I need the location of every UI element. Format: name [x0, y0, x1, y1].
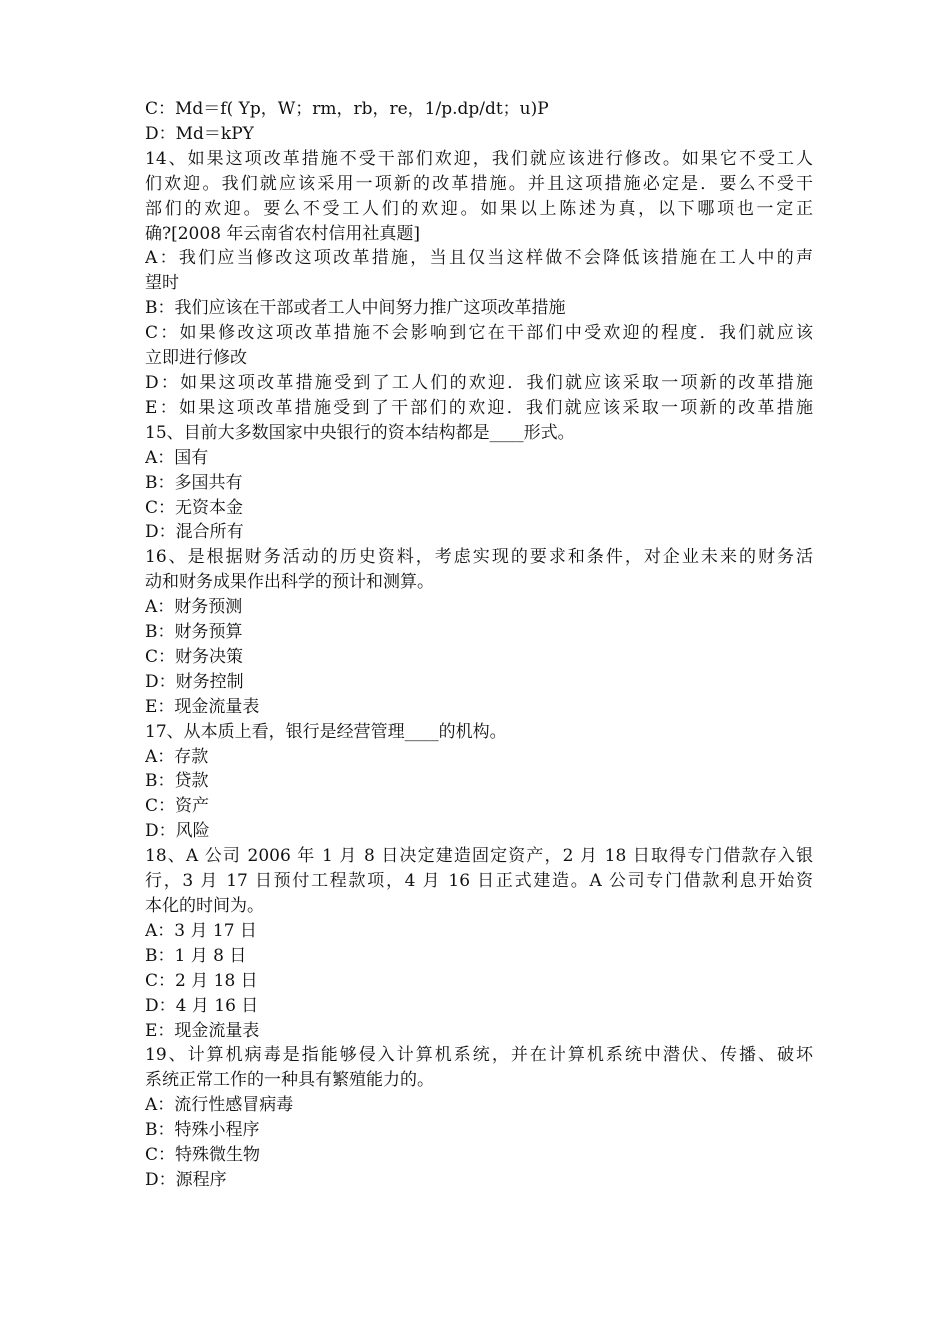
text-line: B：财务预算: [145, 622, 243, 643]
text-line: D：源程序: [145, 1169, 227, 1190]
text-line: E：如果这项改革措施受到了干部们的欢迎．我们就应该采取一项新的改革措施: [145, 397, 813, 418]
text-line: B：特殊小程序: [145, 1120, 260, 1141]
text-line: 16、是根据财务活动的历史资料，考虑实现的要求和条件，对企业未来的财务活: [145, 547, 813, 568]
text-line: B：多国共有: [145, 472, 243, 493]
text-line: 18、A 公司 2006 年 1 月 8 日决定建造固定资产，2 月 18 日取得专门借款存入银: [145, 846, 813, 867]
text-line: A：流行性感冒病毒: [145, 1095, 294, 1116]
text-line: C：无资本金: [145, 497, 244, 518]
text-line: C：资产: [145, 796, 210, 817]
text-line: 确?[2008 年云南省农村信用社真题]: [145, 223, 421, 244]
text-line: A：我们应当修改这项改革措施，当且仅当这样做不会降低该措施在工人中的声: [145, 248, 813, 269]
text-line: 14、如果这项改革措施不受干部们欢迎，我们就应该进行修改。如果它不受工人: [145, 148, 813, 169]
text-line: B：1 月 8 日: [145, 945, 247, 966]
text-line: D：4 月 16 日: [145, 995, 259, 1016]
text-line: 19、计算机病毒是指能够侵入计算机系统，并在计算机系统中潜伏、传播、破坏: [145, 1045, 813, 1066]
text-line: C：财务决策: [145, 646, 244, 667]
text-line: B：我们应该在干部或者工人中间努力推广这项改革措施: [145, 298, 566, 319]
text-line: 立即进行修改: [145, 348, 247, 369]
text-line: A：存款: [145, 746, 209, 767]
text-line: C：2 月 18 日: [145, 970, 258, 991]
text-line: 望时: [145, 273, 179, 294]
text-line: E：现金流量表: [145, 1020, 260, 1041]
text-line: D：财务控制: [145, 671, 244, 692]
text-line: D：如果这项改革措施受到了工人们的欢迎．我们就应该采取一项新的改革措施: [145, 372, 813, 393]
text-line: E：现金流量表: [145, 696, 260, 717]
text-line: 17、从本质上看，银行是经营管理____的机构。: [145, 721, 507, 742]
text-line: 动和财务成果作出科学的预计和测算。: [145, 572, 434, 593]
text-line: 们欢迎。我们就应该采用一项新的改革措施。并且这项措施必定是．要么不受干: [145, 173, 813, 194]
text-line: D：Md＝kPY: [145, 123, 254, 144]
text-line: D：混合所有: [145, 522, 244, 543]
text-line: C：如果修改这项改革措施不会影响到它在干部们中受欢迎的程度．我们就应该: [145, 323, 813, 344]
text-line: 行，3 月 17 日预付工程款项，4 月 16 日正式建造。A 公司专门借款利息开始资: [145, 871, 813, 892]
text-line: 15、目前大多数国家中央银行的资本结构都是____形式。: [145, 422, 575, 443]
text-line: A：财务预测: [145, 597, 243, 618]
text-line: D：风险: [145, 821, 210, 842]
text-line: 本化的时间为。: [145, 896, 264, 916]
text-line: A：3 月 17 日: [145, 920, 257, 941]
text-line: B：贷款: [145, 771, 209, 792]
text-line: A：国有: [145, 447, 209, 468]
text-line: C：特殊微生物: [145, 1145, 261, 1166]
text-line: 部们的欢迎。要么不受工人们的欢迎。如果以上陈述为真，以下哪项也一定正: [145, 198, 813, 219]
text-line: 系统正常工作的一种具有繁殖能力的。: [145, 1070, 434, 1091]
document-body: [145, 97, 813, 1193]
text-line: C：Md＝f( Yp，W；rm，rb，re，1/p.dp/dt；u)P: [145, 99, 549, 119]
